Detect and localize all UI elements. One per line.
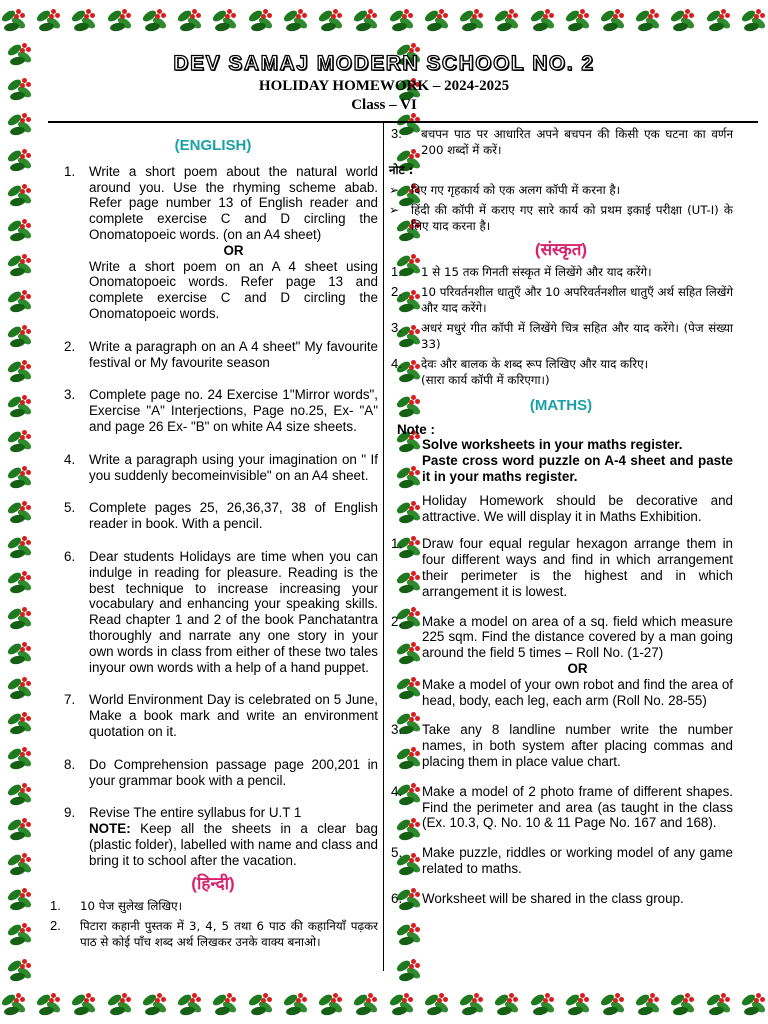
holly-icon: [493, 990, 521, 1018]
item-text: Write a paragraph on an A 4 sheet" My favourite festival or My favourite season: [89, 338, 378, 370]
item-number: 1.: [391, 536, 403, 552]
hindi-note-label: नोट :: [389, 163, 414, 177]
sanskrit-item: [389, 284, 733, 316]
holly-icon: [211, 6, 239, 34]
or-label: OR: [567, 660, 588, 676]
hindi-note: [389, 202, 733, 234]
item-text: अधरं मधुरं गीत कॉपी में लिखेंगे चित्र सहित और याद करेंगे। (पेज संख्या 33): [421, 320, 733, 351]
holly-icon: [6, 40, 34, 68]
item-number: 1.: [391, 263, 402, 279]
holly-icon: [634, 6, 662, 34]
item-number: 6.: [391, 890, 403, 906]
holly-icon: [6, 533, 34, 561]
item-text: Revise The entire syllabus for U.T 1: [89, 805, 302, 821]
sanskrit-item: [389, 320, 733, 352]
holly-icon: [458, 990, 486, 1018]
holly-icon: [669, 6, 697, 34]
holly-icon: [352, 990, 380, 1018]
holly-border-top: [0, 0, 768, 40]
english-item: [48, 692, 378, 739]
item-number: 2.: [50, 918, 61, 934]
holly-icon: [6, 75, 34, 103]
holly-icon: [70, 990, 98, 1018]
holly-icon: [6, 780, 34, 808]
holly-icon: [6, 850, 34, 878]
item-text: Do Comprehension passage page 200,201 in your grammar book with a pencil.: [89, 756, 378, 788]
hindi-note: [389, 182, 733, 198]
maths-intro: Holiday Homework should be decorative and attractive. We will display it in Maths Exhibition.: [422, 492, 733, 524]
holly-icon: [6, 709, 34, 737]
holly-icon: [6, 181, 34, 209]
holly-border-left: [0, 40, 40, 984]
holly-icon: [6, 956, 34, 984]
holly-icon: [564, 990, 592, 1018]
item-number: 1.: [64, 163, 76, 179]
maths-title: (MATHS): [529, 396, 593, 414]
holly-icon: [141, 6, 169, 34]
holly-icon: [599, 990, 627, 1018]
holly-icon: [6, 568, 34, 596]
item-text: Write a paragraph using your imagination on " If you suddenly becomeinvisible" on an A4 sheet.: [89, 451, 378, 483]
item-text: Complete page no. 24 Exercise 1"Mirror words", Exercise "A" Interjections, Page no.25, Ex- "A" and page 26 Ex- "B" on white A4 size sheets.: [89, 387, 378, 434]
holly-icon: [6, 216, 34, 244]
holly-icon: [211, 990, 239, 1018]
note-text: दिए गए गृहकार्य को एक अलग कॉपी में करना है।: [411, 183, 621, 197]
item-alt-text: Make a model of your own robot and find the area of head, body, each leg, each arm (Roll No. 28-55): [422, 676, 733, 708]
note-line: Paste cross word puzzle on A-4 sheet and paste it in your maths register.: [422, 453, 733, 484]
holly-icon: [395, 920, 423, 948]
item-number: 7.: [64, 692, 76, 708]
holly-icon: [6, 885, 34, 913]
item-number: 1.: [50, 898, 61, 914]
holly-icon: [493, 6, 521, 34]
item-number: 4.: [64, 451, 76, 467]
school-name: DEV SAMAJ MODERN SCHOOL NO. 2: [173, 52, 595, 75]
maths-item: [389, 784, 733, 831]
item-number: 3.: [391, 722, 403, 738]
english-item: [48, 339, 378, 371]
hindi-title: (हिन्दी): [191, 874, 235, 894]
item-text: Take any 8 landline number write the number names, in both system after placing commas and placing them in place value chart.: [422, 722, 733, 769]
holly-icon: [740, 990, 768, 1018]
item-text: World Environment Day is celebrated on 5 June, Make a book mark and write an environment quotation on it.: [89, 692, 378, 739]
homework-title: HOLIDAY HOMEWORK – 2024-2025: [258, 78, 510, 94]
english-item: [48, 452, 378, 484]
hindi-item: [48, 898, 378, 914]
column-divider: [383, 121, 384, 971]
holly-icon: [352, 6, 380, 34]
item-text: 10 पेज सुलेख लिखिए।: [80, 899, 183, 914]
sanskrit-item: [389, 264, 733, 280]
holly-icon: [388, 990, 416, 1018]
holly-icon: [6, 427, 34, 455]
holly-icon: [634, 990, 662, 1018]
maths-item: [389, 722, 733, 769]
item-text: Draw four equal regular hexagon arrange them in four different ways and find in which arrangement their perimeter is the highest and in which arrangement it is lowest.: [422, 536, 733, 599]
item-text: Write a short poem about the natural world around you. Use the rhyming scheme abab. Refer page number 13 of English reader and complete exercise C and D circling the Onomatopoeic words. (on an A4 sheet): [89, 163, 378, 242]
holly-icon: [106, 6, 134, 34]
holly-icon: [669, 990, 697, 1018]
item-text: देवः और बालक के शब्द रूप लिखिए और याद करिए।: [421, 356, 649, 371]
item-text: Complete pages 25, 26,36,37, 38 of English reader in book. With a pencil.: [89, 500, 378, 532]
item-text: बचपन पाठ पर आधारित अपने बचपन की किसी एक घटना का वर्णन 200 शब्दों में करें।: [421, 127, 733, 157]
holly-icon: [423, 6, 451, 34]
class-label: Class – VI: [351, 97, 417, 113]
item-number: 2.: [391, 613, 403, 629]
item-number: 8.: [64, 756, 76, 772]
item-text: Dear students Holidays are time when you can indulge in reading for pleasure. Reading is the best technique to increase increasing your vocabulary and enhancing your speaking skills. Read chapter 1 and 2 of the book Panchatantra thoroughly and narrate any one story in your own words in class from either of these two tales inyour own words with a help of a hand puppet.: [89, 548, 378, 675]
maths-item: [389, 536, 733, 599]
item-number: 2.: [391, 283, 402, 299]
item-number: 9.: [64, 805, 76, 821]
note-label: NOTE:: [89, 821, 131, 837]
holly-icon: [388, 6, 416, 34]
holly-icon: [6, 920, 34, 948]
holly-icon: [6, 146, 34, 174]
holly-icon: [599, 6, 627, 34]
holly-icon: [6, 639, 34, 667]
item-number: 3.: [391, 319, 402, 335]
maths-note-label: Note :: [397, 421, 435, 437]
english-item: [48, 757, 378, 789]
or-label: OR: [223, 242, 244, 258]
holly-icon: [6, 392, 34, 420]
holly-icon: [317, 6, 345, 34]
item-text: 1 से 15 तक गिनती संस्कृत में लिखेंगे और याद करेंगे।: [421, 264, 652, 279]
item-number: 2.: [64, 338, 76, 354]
holly-icon: [395, 956, 423, 984]
holly-icon: [70, 6, 98, 34]
arrow-icon: ➢: [389, 203, 400, 217]
hindi-item: [48, 918, 378, 950]
header-divider: [48, 121, 758, 123]
item-number: 4.: [391, 355, 402, 371]
holly-icon: [6, 357, 34, 385]
english-item: [48, 805, 378, 868]
english-item: [48, 500, 378, 532]
item-text: पिटारा कहानी पुस्तक में 3, 4, 5 तथा 6 पाठ की कहानियाँ पढ़कर पाठ से कोई पाँच शब्द अर्थ लिखकर उनके वाक्य बनाओ।: [80, 919, 378, 950]
holly-icon: [529, 990, 557, 1018]
item-number: 6.: [64, 548, 76, 564]
english-item: [48, 549, 378, 675]
holly-icon: [6, 251, 34, 279]
holly-icon: [6, 110, 34, 138]
holly-icon: [35, 990, 63, 1018]
item-text: Make a model on area of a sq. field which measure 225 sqm. Find the distance covered by a man going around the field 5 times – Roll No. (1-27): [422, 613, 733, 661]
holly-icon: [529, 6, 557, 34]
holly-icon: [176, 6, 204, 34]
maths-item: [389, 614, 733, 709]
holly-icon: [6, 674, 34, 702]
holly-icon: [6, 287, 34, 315]
document-header: [40, 52, 728, 114]
item-number: 3.: [64, 387, 76, 403]
holly-icon: [282, 6, 310, 34]
item-number: 5.: [64, 500, 76, 516]
note-text: Keep all the sheets in a clear bag (plastic folder), labelled with name and class and bring it to school after the vacation.: [89, 821, 378, 868]
hindi-item: [389, 126, 733, 158]
sanskrit-footer: (सारा कार्य कॉपी में करिएगा।): [421, 372, 550, 387]
holly-icon: [740, 6, 768, 34]
right-column: [389, 126, 733, 921]
holly-icon: [176, 990, 204, 1018]
holly-icon: [0, 990, 28, 1018]
holly-icon: [0, 6, 28, 34]
item-alt-text: Write a short poem on an A 4 sheet using Onomatopoeic words. Refer page 13 and complete exercise C and D circling the Onomatopoeic words.: [89, 258, 378, 321]
left-column: [48, 126, 378, 954]
holly-icon: [35, 6, 63, 34]
holly-icon: [247, 990, 275, 1018]
english-item: [48, 387, 378, 434]
item-number: 3.: [391, 126, 402, 141]
maths-item: [389, 845, 733, 877]
holly-icon: [564, 6, 592, 34]
item-number: 4.: [391, 783, 403, 799]
arrow-icon: ➢: [389, 183, 400, 197]
english-item: [48, 164, 378, 322]
holly-icon: [6, 498, 34, 526]
holly-icon: [458, 6, 486, 34]
holly-icon: [6, 815, 34, 843]
holly-icon: [6, 463, 34, 491]
holly-icon: [141, 990, 169, 1018]
holly-icon: [247, 6, 275, 34]
item-text: Make a model of 2 photo frame of different shapes. Find the perimeter and area (as taught in the class (Ex. 10.3, Q. No. 10 & 11 Page No. 167 and 168).: [422, 783, 733, 831]
holly-icon: [317, 990, 345, 1018]
item-text: Worksheet will be shared in the class group.: [422, 890, 684, 906]
item-number: 5.: [391, 845, 403, 861]
note-text: हिंदी की कॉपी में कराए गए सारे कार्य को प्रथम इकाई परीक्षा (UT-I) के लिए याद करना है।: [411, 203, 733, 233]
holly-icon: [705, 6, 733, 34]
holly-icon: [423, 990, 451, 1018]
item-text: Make puzzle, riddles or working model of any game related to maths.: [422, 845, 733, 876]
holly-icon: [705, 990, 733, 1018]
holly-border-bottom: [0, 984, 768, 1024]
holly-icon: [106, 990, 134, 1018]
maths-note: [389, 437, 733, 484]
holly-icon: [6, 604, 34, 632]
holly-icon: [6, 744, 34, 772]
holly-icon: [6, 322, 34, 350]
english-title: (ENGLISH): [174, 137, 252, 154]
holly-icon: [282, 990, 310, 1018]
item-text: 10 परिवर्तनशील धातुएँ और 10 अपरिवर्तनशील धातुएँ अर्थ सहित लिखेंगे और याद करेंगे।: [421, 284, 733, 315]
sanskrit-item: [389, 356, 733, 388]
maths-item: [389, 891, 733, 907]
sanskrit-title: (संस्कृत): [534, 240, 588, 259]
note-line: Solve worksheets in your maths register.: [422, 437, 683, 453]
